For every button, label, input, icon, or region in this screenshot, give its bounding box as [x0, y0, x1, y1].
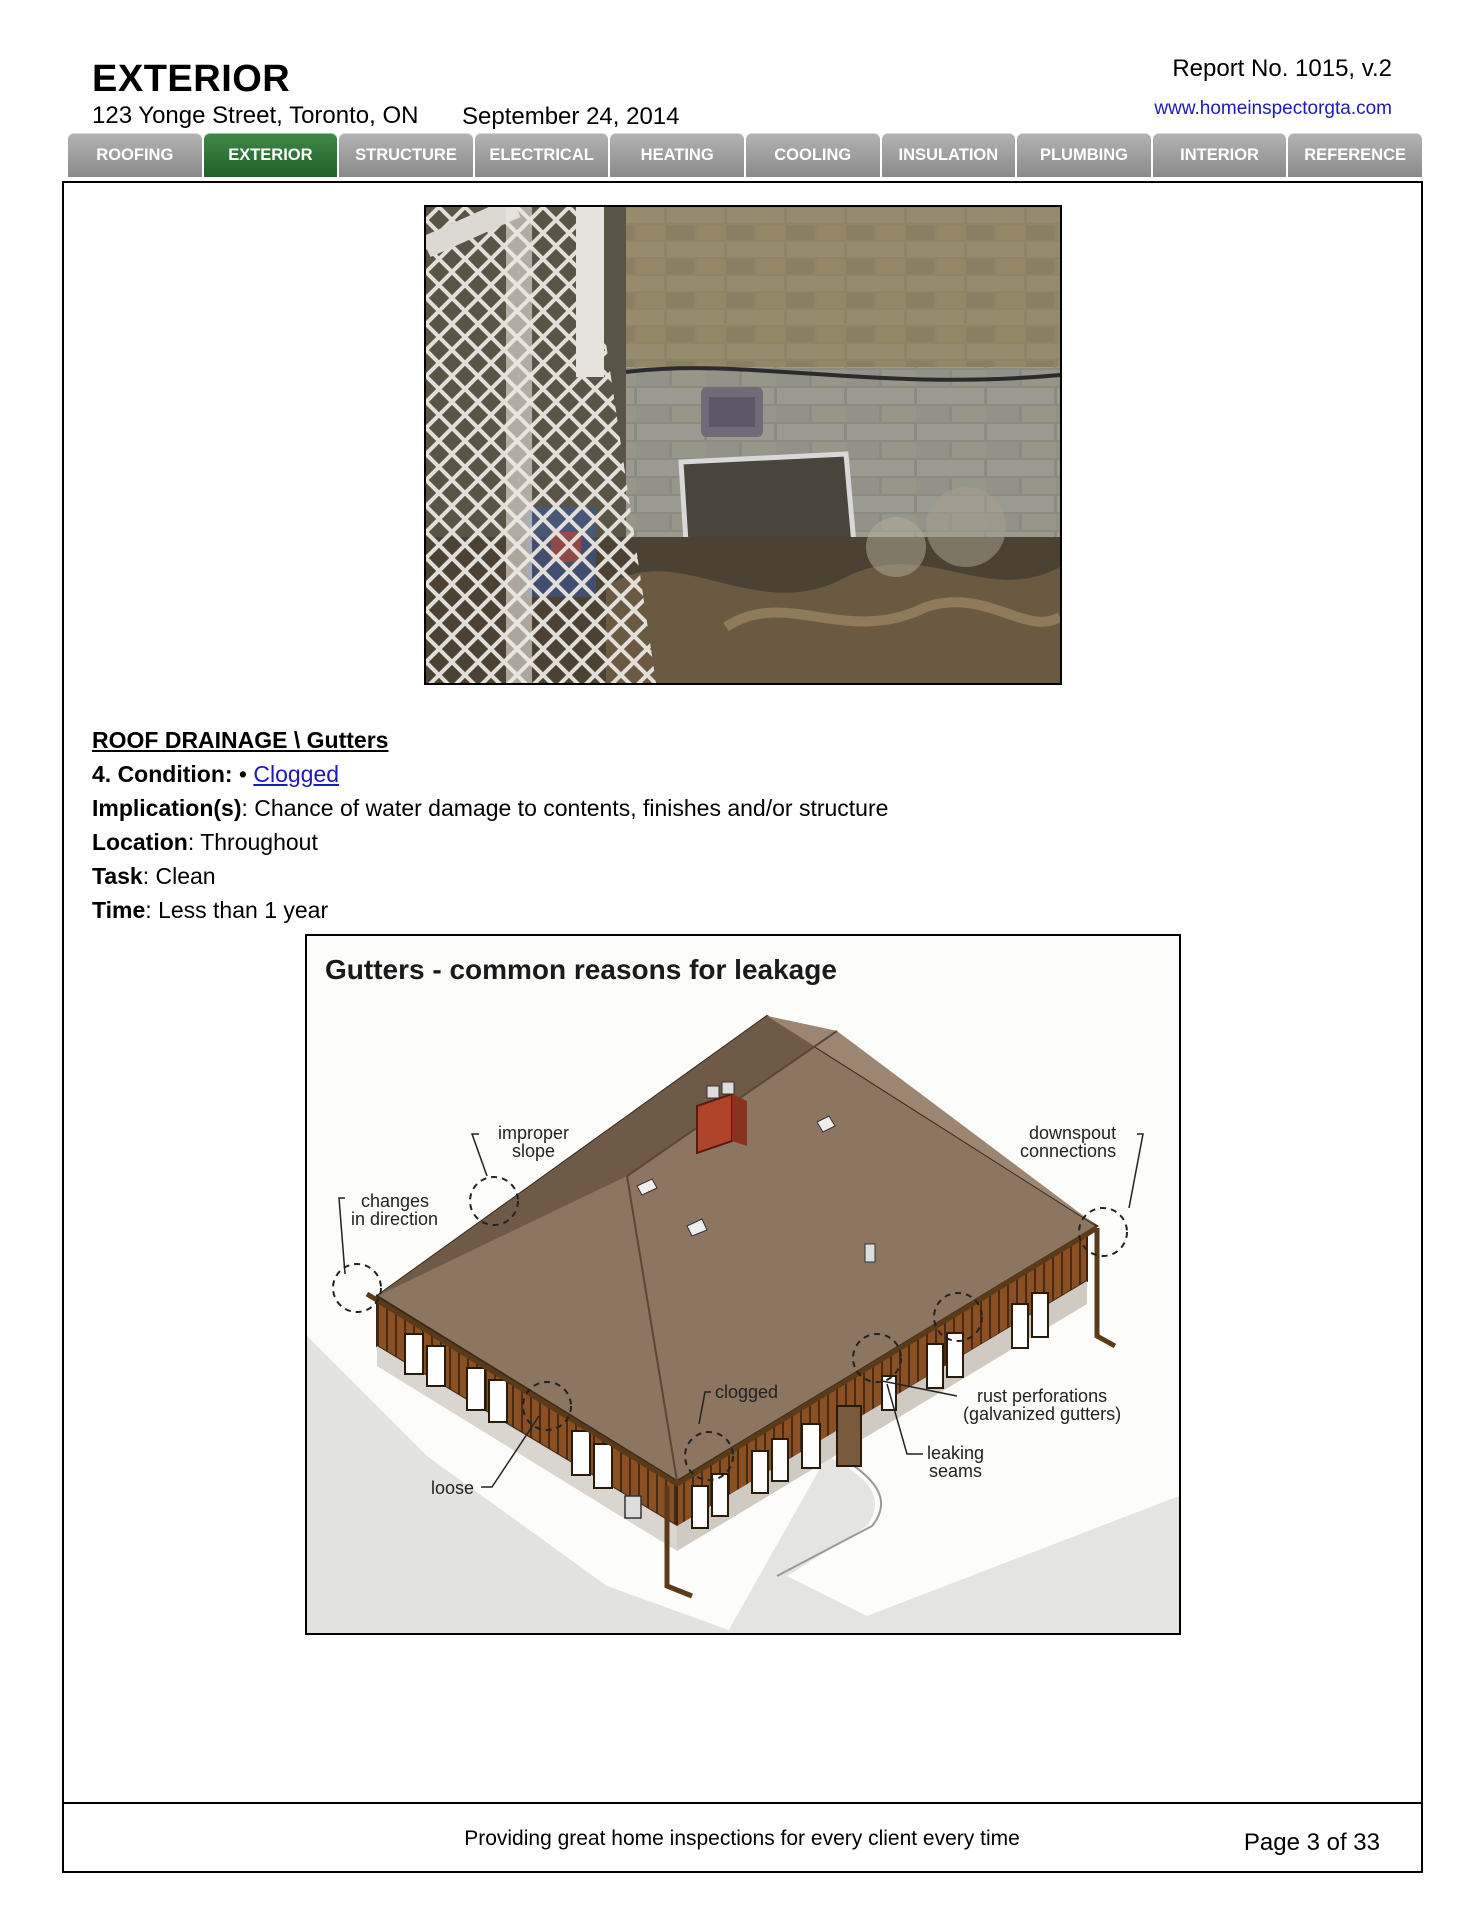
task-line: Task: Clean — [92, 863, 216, 889]
tab-reference[interactable]: REFERENCE — [1288, 133, 1422, 177]
condition-section — [92, 723, 888, 927]
section-tabs — [68, 133, 1422, 177]
label-rust-perforations — [963, 1387, 1121, 1423]
footer-tagline: Providing great home inspections for every client every time — [464, 1827, 1020, 1850]
page-title: EXTERIOR — [92, 58, 291, 100]
diagram-title: Gutters - common reasons for leakage — [325, 954, 837, 985]
label-line: in direction — [351, 1209, 439, 1229]
location-line: Location: Throughout — [92, 829, 318, 855]
label-loose: loose — [431, 1478, 475, 1498]
location-value: Throughout — [200, 829, 318, 855]
label-line: leaking — [927, 1443, 985, 1463]
label-downspout-connections — [1020, 1124, 1116, 1160]
tab-plumbing[interactable]: PLUMBING — [1017, 133, 1151, 177]
label-line: downspout — [1029, 1123, 1117, 1143]
report-number: Report No. 1015, v.2 — [1172, 55, 1392, 82]
task-label: Task — [92, 863, 143, 889]
time-label: Time — [92, 897, 146, 923]
tab-structure[interactable]: STRUCTURE — [339, 133, 473, 177]
tab-cooling[interactable]: COOLING — [746, 133, 880, 177]
inspection-photo — [424, 205, 1062, 685]
bullet: • — [238, 761, 247, 787]
tab-heating[interactable]: HEATING — [610, 133, 744, 177]
label-improper-slope — [498, 1124, 569, 1160]
page-number: Page 3 of 33 — [1243, 1829, 1380, 1856]
tab-electrical[interactable]: ELECTRICAL — [475, 133, 609, 177]
website-link[interactable]: www.homeinspectorgta.com — [1154, 98, 1392, 119]
item-label: 4. Condition: — [92, 761, 233, 787]
label-line: seams — [929, 1461, 983, 1481]
implication-value: Chance of water damage to contents, finishes and/or structure — [254, 795, 889, 821]
label-line: improper — [498, 1123, 570, 1143]
tab-roofing[interactable]: ROOFING — [68, 133, 202, 177]
time-value: Less than 1 year — [158, 897, 329, 923]
label-line: slope — [512, 1141, 556, 1161]
property-address: 123 Yonge Street, Toronto, ON — [92, 102, 419, 129]
label-line: connections — [1020, 1141, 1117, 1161]
implication-line: Implication(s): Chance of water damage to contents, finishes and/or structure — [92, 795, 889, 821]
task-value: Clean — [155, 863, 216, 889]
label-line: changes — [361, 1191, 430, 1211]
section-heading: ROOF DRAINAGE \ Gutters — [92, 727, 389, 753]
condition-link[interactable]: Clogged — [253, 761, 340, 787]
tab-interior[interactable]: INTERIOR — [1153, 133, 1287, 177]
label-line: (galvanized gutters) — [963, 1404, 1122, 1424]
location-label: Location — [92, 829, 188, 855]
implication-label: Implication(s) — [92, 795, 242, 821]
time-line: Time: Less than 1 year — [92, 897, 329, 923]
label-line: rust perforations — [977, 1386, 1108, 1406]
inspection-date: September 24, 2014 — [462, 103, 680, 130]
label-changes-direction — [351, 1192, 438, 1228]
label-clogged: clogged — [715, 1382, 779, 1402]
label-leaking-seams — [927, 1444, 984, 1480]
footer-divider — [62, 1802, 1423, 1804]
condition-line — [92, 757, 888, 791]
gutters-diagram — [305, 934, 1181, 1635]
tab-exterior[interactable]: EXTERIOR — [204, 133, 338, 177]
tab-insulation[interactable]: INSULATION — [882, 133, 1016, 177]
